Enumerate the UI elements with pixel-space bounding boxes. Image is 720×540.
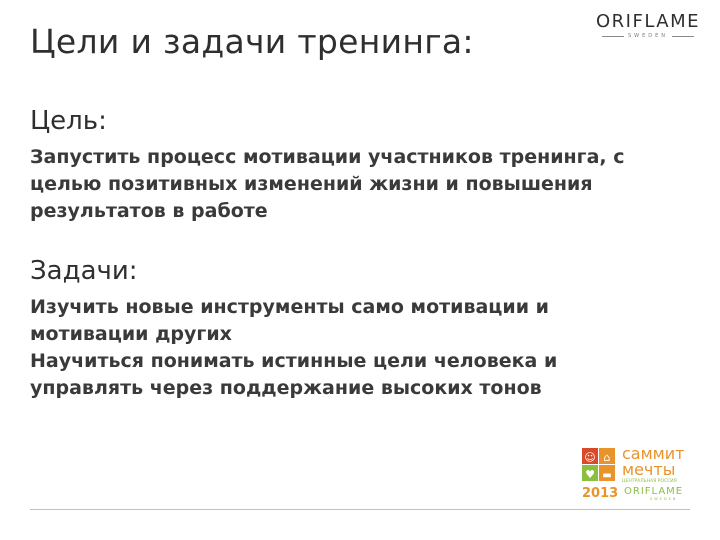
badge-people-glyph: ☺ (584, 451, 596, 464)
goal-paragraph: Запустить процесс мотивации участников тренинга, с целью позитивных изменений жизни и повышения результатов в работе (30, 146, 625, 222)
event-badge-graphic (578, 440, 708, 502)
badge-car-glyph: ▬ (602, 470, 612, 481)
badge-brand-sub: SWEDEN (650, 497, 678, 501)
goal-text (30, 144, 670, 225)
task-item: Научиться понимать истинные цели человека и управлять через поддержание высоких тонов (30, 350, 558, 399)
task-item: Изучить новые инструменты само мотивации и мотивации других (30, 296, 549, 345)
badge-brand: ORIFLAME (624, 486, 684, 497)
bottom-divider (30, 509, 690, 510)
logo-divider-right (672, 36, 694, 37)
tasks-heading: Задачи: (30, 256, 138, 286)
badge-home-glyph: ⌂ (603, 451, 611, 464)
logo-subline (592, 33, 704, 39)
goal-heading: Цель: (30, 106, 107, 136)
badge-year: 2013 (582, 486, 619, 501)
logo-divider-left (602, 36, 624, 37)
badge-line1: саммит (622, 444, 685, 463)
logo-sub-text: SWEDEN (627, 33, 669, 39)
tasks-text (30, 294, 670, 402)
badge-heart-glyph: ♥ (585, 468, 595, 481)
event-badge (578, 440, 708, 502)
slide-title: Цели и задачи тренинга: (30, 22, 474, 61)
badge-region: ЦЕНТРАЛЬНАЯ РОССИЯ (622, 479, 677, 484)
logo-wordmark: ORIFLAME (596, 11, 700, 32)
badge-line2: мечты (622, 460, 676, 479)
oriflame-logo (592, 12, 704, 39)
